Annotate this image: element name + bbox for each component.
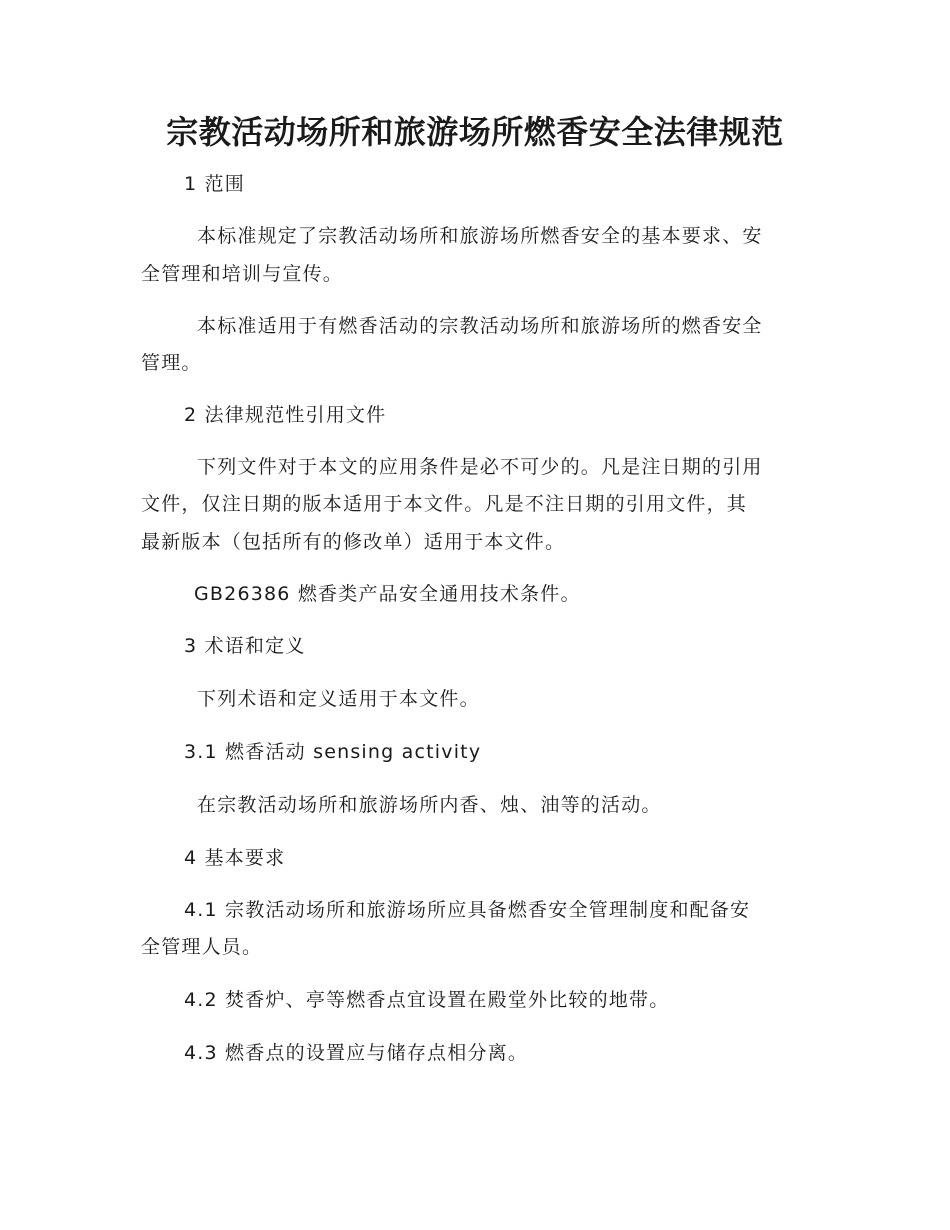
clause-line: 4.2 焚香炉、亭等燃香点宜设置在殿堂外比较的地带。 bbox=[184, 989, 670, 1011]
clause-line: 4.1 宗教活动场所和旅游场所应具备燃香安全管理制度和配备安 bbox=[184, 899, 751, 921]
section-heading-terms: 3 术语和定义 bbox=[184, 635, 306, 657]
paragraph-line: 下列文件对于本文的应用条件是必不可少的。凡是注日期的引用 bbox=[197, 456, 763, 478]
paragraph-line: 在宗教活动场所和旅游场所内香、烛、油等的活动。 bbox=[197, 794, 662, 816]
paragraph-line: 下列术语和定义适用于本文件。 bbox=[197, 688, 480, 710]
reference-standard: GB26386 燃香类产品安全通用技术条件。 bbox=[194, 583, 581, 605]
paragraph-line: 本标准适用于有燃香活动的宗教活动场所和旅游场所的燃香安全 bbox=[197, 315, 763, 337]
document-title: 宗教活动场所和旅游场所燃香安全法律规范 bbox=[166, 113, 784, 151]
paragraph-line: 文件，仅注日期的版本适用于本文件。凡是不注日期的引用文件，其 bbox=[141, 493, 748, 515]
section-heading-requirements: 4 基本要求 bbox=[184, 847, 286, 869]
term-heading: 3.1 燃香活动 sensing activity bbox=[184, 741, 482, 763]
section-heading-scope: 1 范围 bbox=[184, 173, 245, 195]
paragraph-line: 全管理和培训与宣传。 bbox=[141, 263, 344, 285]
paragraph-line: 最新版本（包括所有的修改单）适用于本文件。 bbox=[141, 531, 566, 553]
clause-line: 4.3 燃香点的设置应与储存点相分离。 bbox=[184, 1042, 529, 1064]
paragraph-line: 本标准规定了宗教活动场所和旅游场所燃香安全的基本要求、安 bbox=[197, 225, 763, 247]
paragraph-line: 管理。 bbox=[141, 352, 202, 374]
section-heading-references: 2 法律规范性引用文件 bbox=[184, 404, 387, 426]
clause-line: 全管理人员。 bbox=[141, 936, 263, 958]
